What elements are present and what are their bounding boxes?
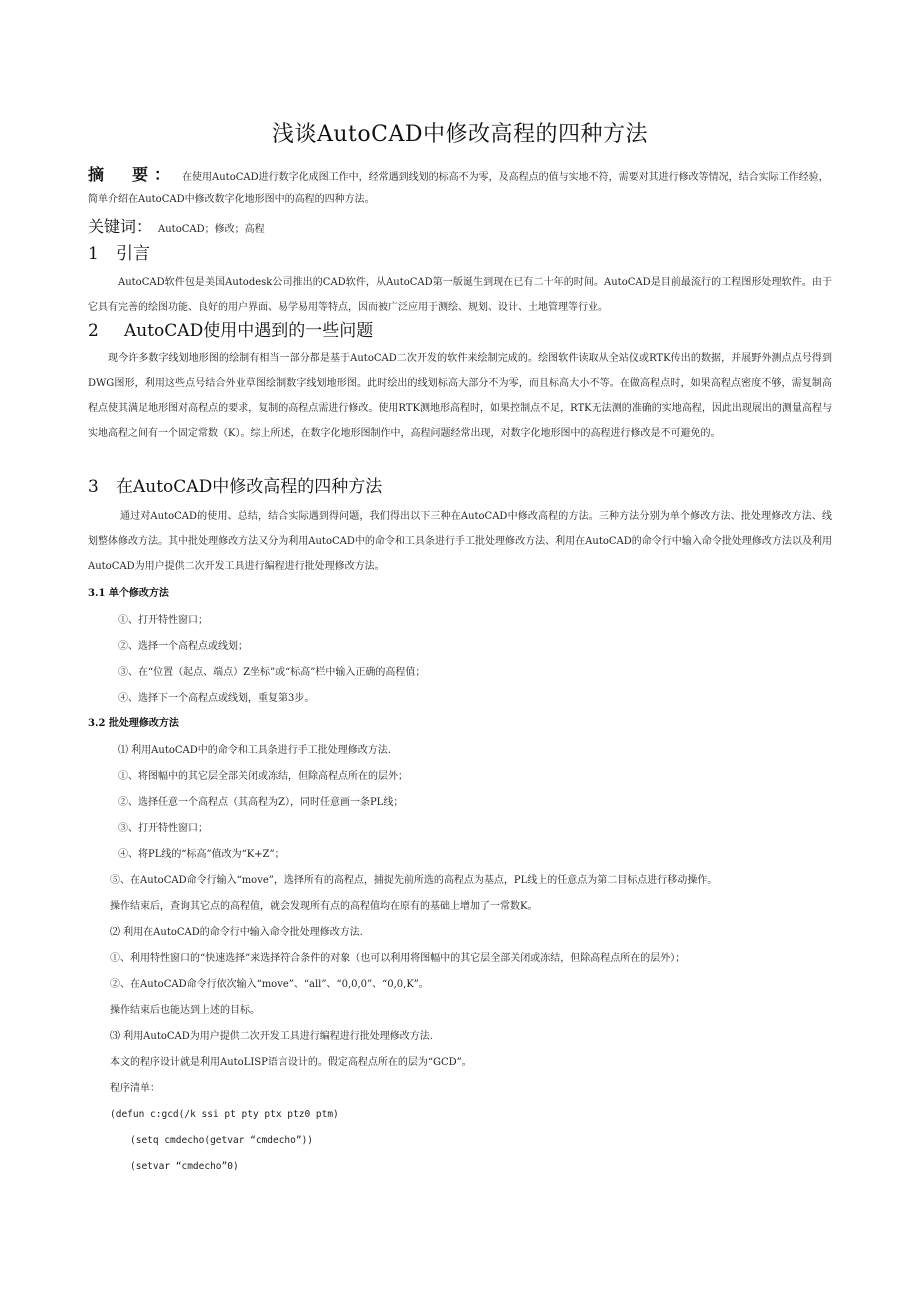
section-3-title: 在AutoCAD中修改高程的四种方法: [116, 477, 383, 497]
method-1-step-3: ③、打开特性窗口；: [118, 823, 208, 834]
subsection-3-1-heading: 3.1 单个修改方法: [88, 588, 169, 599]
code-line-3: (setvar “cmdecho”0): [130, 1161, 239, 1172]
method-2-result: 操作结束后也能达到上述的目标。: [110, 1005, 260, 1016]
page-title: 浅谈AutoCAD中修改高程的四种方法: [271, 122, 648, 147]
program-listing-label: 程序清单：: [110, 1083, 160, 1094]
section-2-paragraph: 现今许多数字线划地形图的绘制有相当一部分都是基于AutoCAD二次开发的软件来绘制完成的。绘图软件读取从全站仪或RTK传出的数据，并展野外测点点号得到DWG图形，利用这些点号结合外业草图绘制数字线划地形图。此时绘出的线划标高大部分不为零，而且标高大小不等。在做高程点时，如果高程点密度不够，需复制高程点使其满足地形图对高程点的要求，复制的高程点需进行修改。使用RTK测地形高程时，如果控制点不足，RTK无法测的准确的实地高程，因此出现展出的测量高程与实地高程之间有一个固定常数（K）。综上所述，在数字化地形图制作中，高程问题经常出现，对数字化地形图中的高程进行修改是不可避免的。: [88, 353, 832, 439]
code-line-2: (setq cmdecho(getvar “cmdecho”)): [130, 1135, 314, 1146]
method-1-result: 操作结束后，查询其它点的高程值，就会发现所有点的高程值均在原有的基础上增加了一常数K。: [110, 901, 538, 912]
method-1-step-4: ④、将PL线的“标高”值改为“K+Z”；: [118, 849, 285, 860]
method-1-step-1: ①、将图幅中的其它层全部关闭或冻结，但除高程点所在的层外；: [118, 771, 408, 782]
section-1-number: 1: [88, 244, 99, 264]
method-1-heading: ⑴ 利用AutoCAD中的命令和工具条进行手工批处理修改方法.: [118, 745, 391, 756]
method-1-step-2: ②、选择任意一个高程点（其高程为Z），同时任意画一条PL线；: [118, 797, 404, 808]
method-2-step-2: ②、在AutoCAD命令行依次输入“move”、“all”、“0,0,0”、“0,0,K”。: [110, 979, 429, 990]
method-3-intro: 本文的程序设计就是利用AutoLISP语言设计的。假定高程点所在的层为“GCD”。: [110, 1057, 472, 1068]
keywords-label: 关键词：: [88, 217, 153, 236]
section-2-heading: [88, 318, 373, 344]
section-2-title: AutoCAD使用中遇到的一些问题: [124, 321, 374, 341]
section-1-title: 引言: [116, 244, 150, 264]
abstract-text: 在使用AutoCAD进行数字化成图工作中，经常遇到线划的标高不为零，及高程点的值与实地不符，需要对其进行修改等情况，结合实际工作经验，简单介绍在AutoCAD中修改数字化地形图中的高程的四种方法。: [88, 172, 829, 205]
method-3-heading: ⑶ 利用AutoCAD为用户提供二次开发工具进行编程进行批处理修改方法.: [110, 1031, 433, 1042]
section-3-heading: [88, 474, 382, 500]
abstract: [88, 164, 836, 211]
section-1-paragraph: AutoCAD软件包是美国Autodesk公司推出的CAD软件，从AutoCAD第一版诞生到现在已有二十年的时间。AutoCAD是目前最流行的工程图形处理软件。由于它具有完善的绘图功能、良好的用户界面、易学易用等特点，因而被广泛应用于测绘、规划、设计、土地管理等行业。: [88, 277, 832, 313]
subsection-3-2-heading: 3.2 批处理修改方法: [88, 718, 179, 729]
section-3-number: 3: [88, 477, 99, 497]
sub31-step-2: ②、选择一个高程点或线划；: [118, 641, 248, 652]
sub31-step-3: ③、在“位置（起点、端点）Z坐标”或“标高”栏中输入正确的高程值；: [118, 667, 426, 678]
sub31-step-1: ①、打开特性窗口；: [118, 615, 208, 626]
section-3-paragraph: 通过对AutoCAD的使用、总结，结合实际遇到得问题，我们得出以下三种在AutoCAD中修改高程的方法。三种方法分别为单个修改方法、批处理修改方法、线划整体修改方法。其中批处理修改方法又分为利用AutoCAD中的命令和工具条进行手工批处理修改方法、利用在AutoCAD的命令行中输入命令批处理修改方法以及利用AutoCAD为用户提供二次开发工具进行编程进行批处理修改方法。: [88, 511, 832, 572]
method-2-heading: ⑵ 利用在AutoCAD的命令行中输入命令批处理修改方法.: [110, 927, 363, 938]
method-2-step-1: ①、利用特性窗口的“快速选择”来选择符合条件的对象（也可以利用将图幅中的其它层全部关闭或冻结，但除高程点所在的层外）；: [110, 953, 686, 964]
sub31-step-4: ④、选择下一个高程点或线划，重复第3步。: [118, 693, 315, 704]
section-1-heading: [88, 241, 150, 267]
method-1-step-5: ⑤、在AutoCAD命令行输入“move”，选择所有的高程点，捕捉先前所选的高程点为基点，PL线上的任意点为第二目标点进行移动操作。: [110, 875, 718, 886]
code-line-1: (defun c:gcd(/k ssi pt pty ptx ptz0 ptm): [110, 1109, 339, 1120]
section-2-number: 2: [88, 321, 99, 341]
keywords: [88, 214, 836, 243]
abstract-label: 摘 要：: [88, 165, 177, 184]
keywords-text: AutoCAD；修改；高程: [158, 224, 265, 235]
